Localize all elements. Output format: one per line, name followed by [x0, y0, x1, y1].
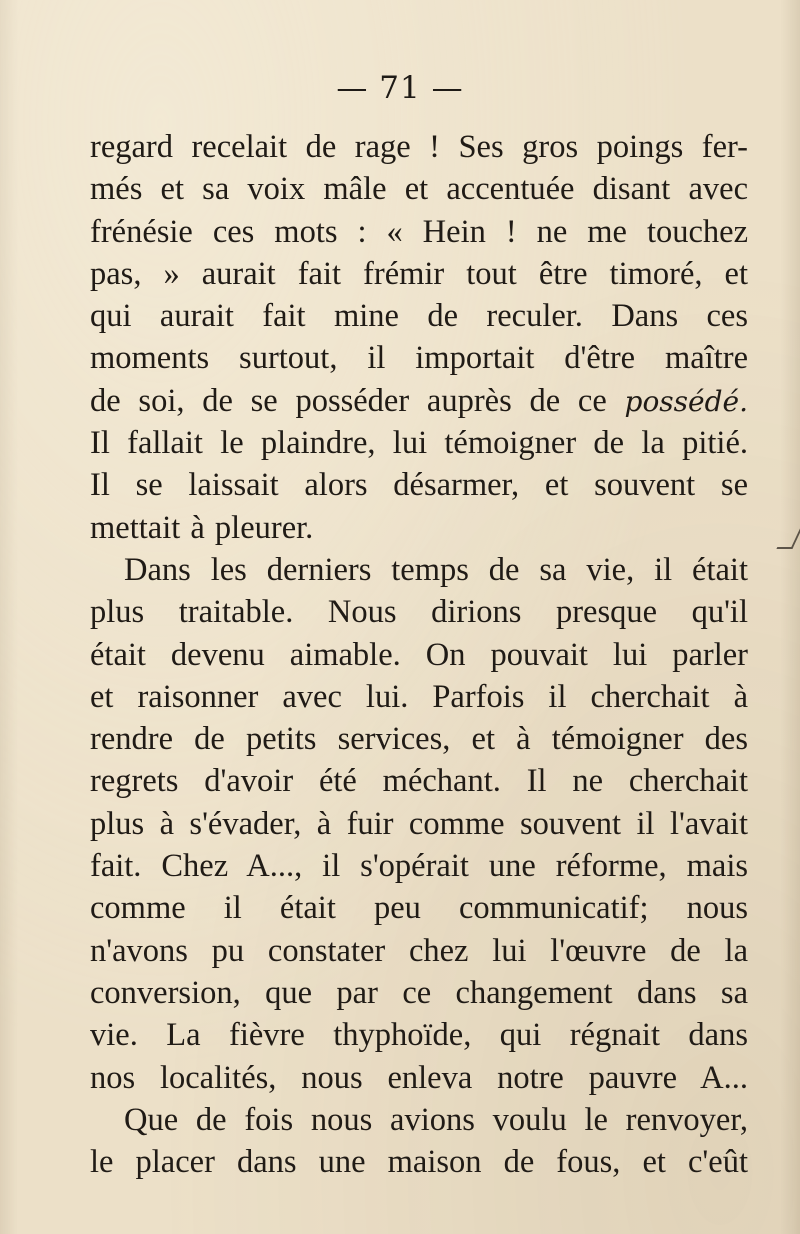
body-text [90, 126, 748, 1183]
text-line: rendre de petits services, et à témoigner des [90, 721, 748, 758]
italic-word: possédé. [624, 384, 748, 418]
page-number: — 71 — [336, 70, 464, 106]
text-line: Que de fois nous avions voulu le renvoyer, [124, 1101, 748, 1138]
text-line-segment: de soi, de se posséder auprès de ce [90, 382, 607, 419]
text-line: regrets d'avoir été méchant. Il ne cherchait [90, 763, 748, 800]
margin-mark [776, 525, 800, 549]
text-line: nos localités, nous enleva notre pauvre A... [90, 1059, 748, 1096]
text-line: Il fallait le plaindre, lui témoigner de la pitié. [90, 425, 748, 462]
text-line: n'avons pu constater chez lui l'œuvre de la [90, 932, 748, 969]
text-line: et raisonner avec lui. Parfois il cherchait à [90, 678, 748, 715]
text-line: Il se laissait alors désarmer, et souvent se [90, 467, 748, 504]
text-line: frénésie ces mots : « Hein ! ne me touchez [90, 213, 748, 250]
text-line: Dans les derniers temps de sa vie, il était [124, 551, 748, 588]
text-line: pas, » aurait fait frémir tout être timoré, et [90, 255, 748, 292]
text-line: regard recelait de rage ! Ses gros poings fer- [90, 129, 748, 165]
text-line: comme il était peu communicatif; nous [90, 890, 748, 927]
text-line: mettait à pleurer. [90, 509, 314, 546]
text-line: vie. La fièvre thyphoïde, qui régnait dans [90, 1017, 748, 1054]
text-line: le placer dans une maison de fous, et c'eût [90, 1144, 748, 1181]
text-line: plus à s'évader, à fuir comme souvent il l'avait [90, 805, 748, 842]
text-line: més et sa voix mâle et accentuée disant avec [90, 171, 748, 208]
text-line: conversion, que par ce changement dans sa [90, 974, 748, 1011]
text-line: était devenu aimable. On pouvait lui parler [90, 636, 748, 673]
text-line: qui aurait fait mine de reculer. Dans ces [90, 298, 748, 335]
text-line: moments surtout, il importait d'être maître [90, 340, 748, 377]
text-line-with-italic [90, 380, 748, 422]
text-line: plus traitable. Nous dirions presque qu'il [90, 594, 748, 631]
text-line: fait. Chez A..., il s'opérait une réforme, mais [90, 848, 748, 885]
